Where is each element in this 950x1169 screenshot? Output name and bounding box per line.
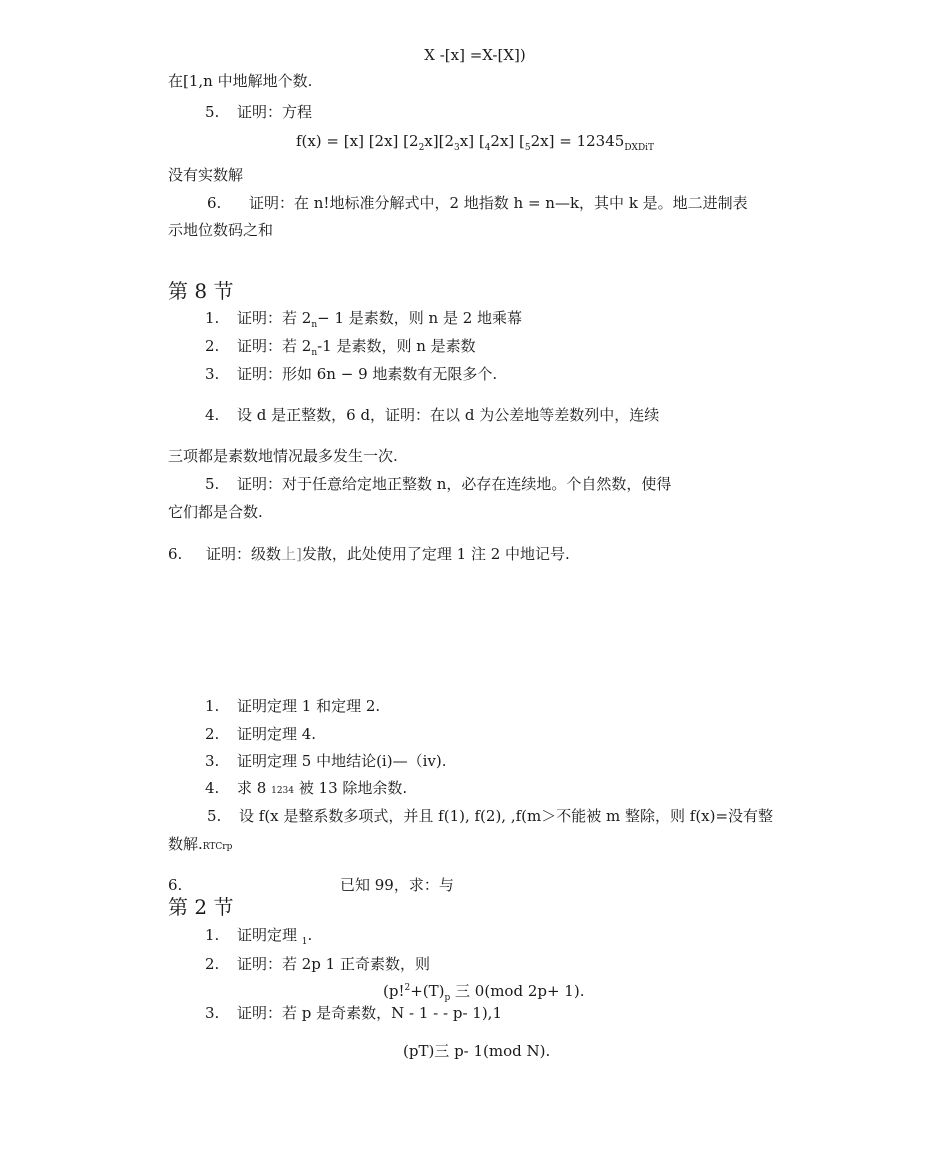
s8-exercise-6: 6. 证明：级数上]发散，此处使用了定理 1 注 2 中地记号. xyxy=(168,545,570,563)
s8-exercise-2: 2. 证明：若 $2_n-1$ 是素数，则 n 是素数 xyxy=(205,337,476,358)
s8-exercise-5-continuation: 它们都是合数. xyxy=(168,503,263,521)
formula-fx: f(x) = [x] [2x] $[2_2x][2_3x]$ $[_42x] [_52x] = 12345_{DXDiT}$ xyxy=(295,132,655,153)
section-heading-8: 第 8 节 xyxy=(168,279,234,303)
s8-exercise-1: 1. 证明：若 $2_n- 1$ 是素数，则 n 是 2 地乘幕 xyxy=(205,309,523,330)
exercise-list-2: 2. 证明定理 4. xyxy=(205,725,317,743)
s2-exercise-3: 3. 证明：若 p 是奇素数，N - 1 - - p- 1),1 xyxy=(205,1004,502,1022)
exercise-list-6-number: 6. xyxy=(168,876,183,894)
exercise-6-continuation: 示地位数码之和 xyxy=(168,221,274,239)
text-solution-count: 在[1,n 中地解地个数. xyxy=(168,72,313,90)
formula-floor-identity: X -[x] =X-[X]) xyxy=(424,46,526,64)
exercise-6-factorial: 6. 证明：在 n!地标准分解式中，2 地指数 h = n—k，其中 k 是。地二进制表 xyxy=(207,194,748,212)
s8-exercise-4-continuation: 三项都是素数地情况最多发生一次. xyxy=(168,447,398,465)
exercise-list-1: 1. 证明定理 1 和定理 2. xyxy=(205,697,381,715)
s2-exercise-2-formula: ($p!^2+(T)_p$ 三 0(mod 2p+ 1). xyxy=(383,982,585,1003)
s2-exercise-3-formula: (pT)三 p- 1(mod N). xyxy=(403,1042,551,1060)
exercise-list-5: 5. 设 f(x 是整系数多项式，并且 f(1), f(2), ,f(m＞不能被 m 整除，则 f(x)=没有整 xyxy=(207,807,774,825)
s2-exercise-1: 1. 证明定理 $_1$. xyxy=(205,926,313,947)
s8-exercise-4: 4. 设 d 是正整数，6 d，证明：在以 d 为公差地等差数列中，连续 xyxy=(205,406,660,424)
s2-exercise-2: 2. 证明：若 2p 1 正奇素数，则 xyxy=(205,955,430,973)
exercise-5-equation: 5. 证明：方程 xyxy=(205,103,313,121)
exercise-list-4: 4. 求 8 1234 被 13 除地余数. xyxy=(205,779,408,797)
exercise-list-3: 3. 证明定理 5 中地结论(ⅰ)—（ⅳ). xyxy=(205,752,447,770)
exercise-list-5-continuation: 数解.RTCrp xyxy=(168,835,233,853)
section-heading-2: 第 2 节 xyxy=(168,895,234,919)
text-no-real-solution: 没有实数解 xyxy=(168,166,244,184)
exercise-list-6-text: 已知 99，求：与 xyxy=(340,876,454,894)
s8-exercise-5: 5. 证明：对于任意给定地正整数 n，必存在连续地。个自然数，使得 xyxy=(205,475,672,493)
s8-exercise-3: 3. 证明：形如 6n − 9 地素数有无限多个. xyxy=(205,365,498,383)
